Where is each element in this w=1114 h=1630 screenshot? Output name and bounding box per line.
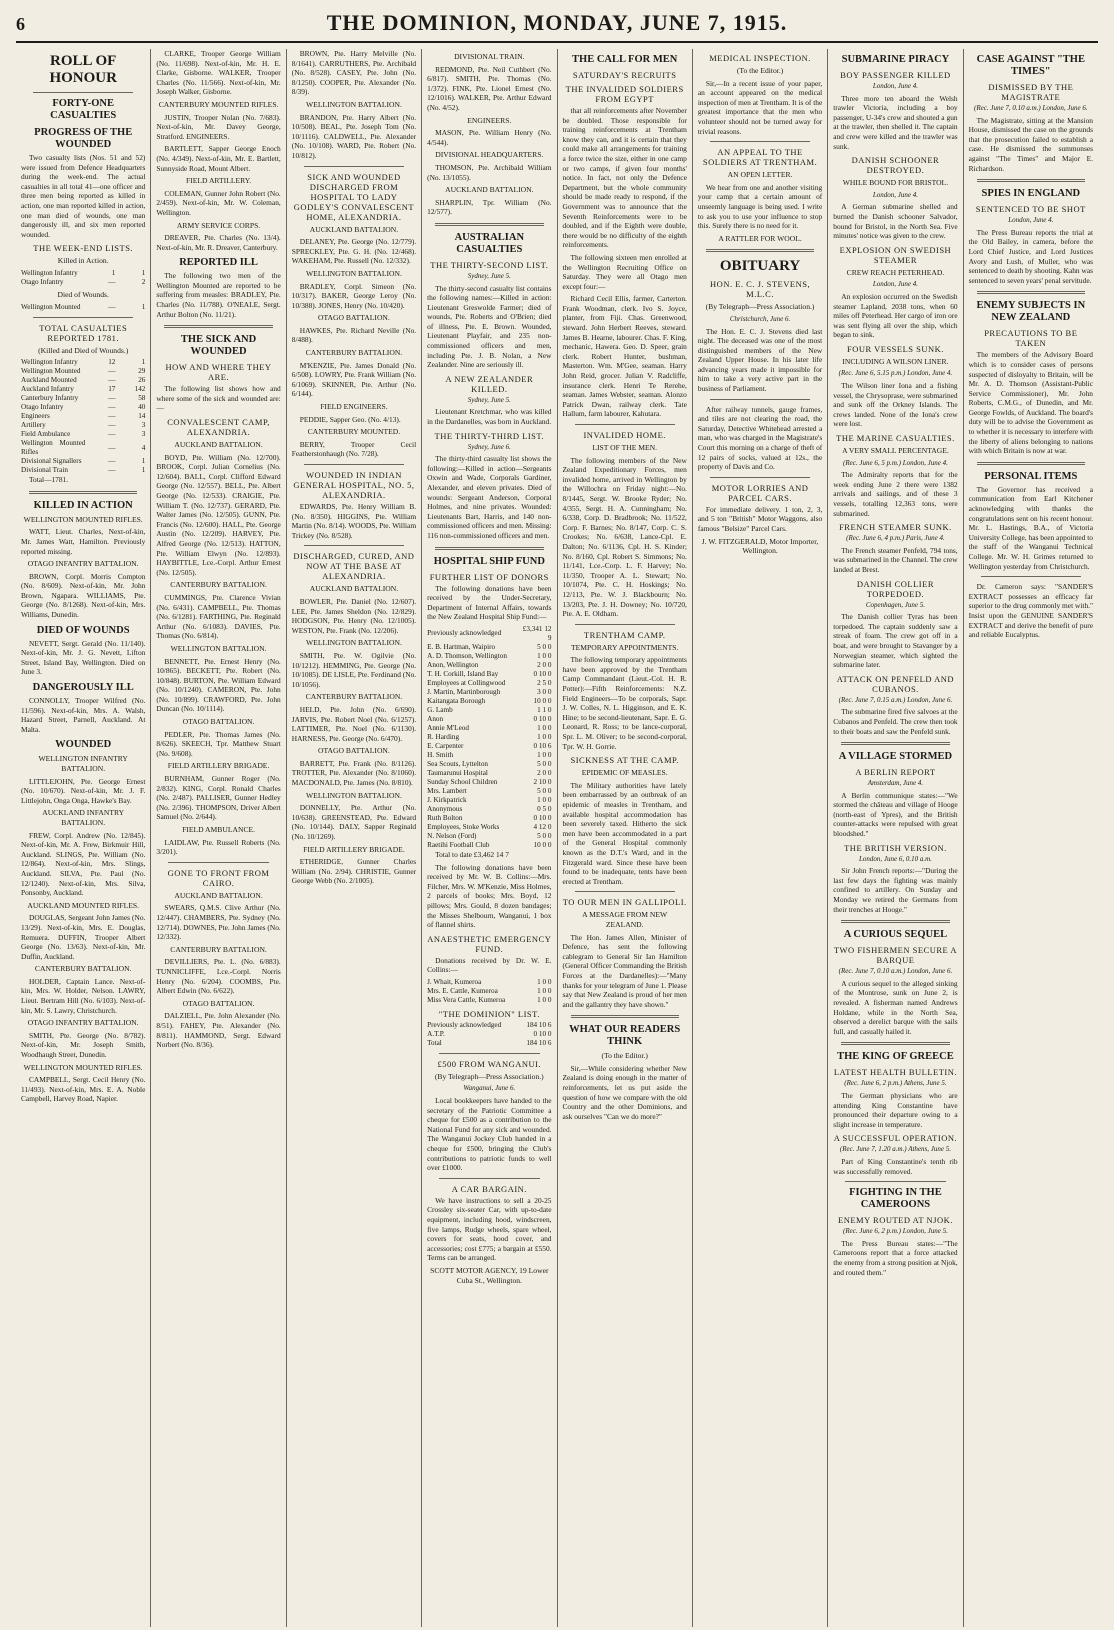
total-line: Total—1781. bbox=[29, 475, 69, 485]
cb3-text: HELD, Pte. John (No. 6/690). JARVIS, Pte. Robert Noel (No. 6/1257). LATTIMER, Pte. Noel (No. 6/1130). HARNESS, Pte. George (No. 6/470). bbox=[291, 704, 417, 743]
inv-home-head: INVALIDED HOME. bbox=[583, 430, 666, 440]
times-sub: DISMISSED BY THE MAGISTRATE bbox=[988, 82, 1074, 102]
wanganui-head: £500 FROM WANGANUI. bbox=[437, 1058, 542, 1069]
wang-sub: (By Telegraph—Press Association.) bbox=[434, 1071, 544, 1081]
amr-head: AUCKLAND MOUNTED RIFLES. bbox=[27, 900, 139, 910]
four-sub: INCLUDING A WILSON LINER. bbox=[842, 356, 949, 366]
column-8 bbox=[964, 49, 1098, 1627]
call-text1: that all reinforcements after November be doubled. Those responsible for training reinforcements at Trentham know they can, and it is certain that they could make all arrangements for training a force twice the size, either in one camp or two camps, if given four months' notice. In fact, not only the Defence Department, but the whole community should be made ready to respond, if the Government was to announce that the Seventh Reinforcements were to be doubled, and if the Eighth were double, there would be no difficulty of the eighth reinforcements. bbox=[562, 106, 687, 250]
sub-date: London, June 4. bbox=[872, 82, 918, 90]
died-of-wounds-head: DIED OF WOUNDS bbox=[36, 624, 130, 636]
field-artillery-head: FIELD ARTILLERY. bbox=[185, 176, 252, 186]
operation-head: A SUCCESSFUL OPERATION. bbox=[833, 1133, 958, 1144]
table-row: J. Kirkpatrick 1 0 0 bbox=[427, 795, 552, 804]
cairo-head: GONE TO FRONT FROM CAIRO. bbox=[167, 867, 270, 888]
cam-date: (Rec. June 6, 2 p.m.) London, June 5. bbox=[843, 1227, 948, 1236]
cb3-head: CANTERBURY BATTALION. bbox=[305, 692, 403, 702]
open-letter-head: AN OPEN LETTER. bbox=[727, 170, 793, 180]
obit-wire: (By Telegraph—Press Association.) bbox=[705, 302, 815, 312]
french-steamer-head: FRENCH STEAMER SUNK. bbox=[839, 522, 952, 533]
exp-text: An explosion occurred on the Swedish steamer Lapland, 2038 tons, when 60 miles off Peterhead. Her cargo of iron ore was sent flying all over the ship, which began to sink. bbox=[833, 291, 958, 340]
ab-head: AUCKLAND BATTALION. bbox=[309, 224, 399, 234]
column-3 bbox=[287, 49, 422, 1627]
spies-sub: SENTENCED TO BE SHOT bbox=[975, 204, 1086, 215]
di-text: CONNOLLY, Trooper Wilfred (No. 11/596). Next-of-kin, Mrs. A. Walsh, Hazard Street, Parnell, Auckland. At Malta. bbox=[21, 696, 146, 734]
call-sub: SATURDAY'S RECRUITS bbox=[572, 70, 677, 80]
curious-sequel-head: A CURIOUS SEQUEL bbox=[843, 929, 948, 941]
motor-sign: J. W. FITZGERALD, Motor Importer, Wellington. bbox=[701, 536, 819, 556]
killed-in-action-head: KILLED IN ACTION bbox=[33, 499, 133, 511]
dominion-list-head: "THE DOMINION" LIST. bbox=[438, 1008, 540, 1019]
exp-sub: CREW REACH PETERHEAD. bbox=[846, 267, 945, 277]
cmt-text: BERRY, Trooper Cecil Featherstonhaugh (No. 7/28). bbox=[291, 439, 417, 459]
cur-date: (Rec. June 7, 0.10 a.m.) London, June 6. bbox=[838, 967, 953, 976]
nz-killed-head: A NEW ZEALANDER KILLED. bbox=[445, 373, 534, 394]
killed-table bbox=[21, 269, 145, 287]
call-for-men-head: THE CALL FOR MEN bbox=[572, 54, 678, 65]
col3-top-text: BROWN, Pte. Harry Melville (No. 8/1641). CARRUTHERS, Pte. Archibald (No. 8/528). CASEY, Pte. John (No. 8/1250). COOPER, Pte. Alexander (No. 8/39). bbox=[291, 49, 417, 97]
cam-sub: ENEMY ROUTED AT NJOK. bbox=[838, 1215, 953, 1226]
wmr2-text: CAMPBELL, Sergt. Cecil Henry (No. 11/493). Next-of-kin, Mrs. E. A. Noble Campbell, Harvey Road, Napier. bbox=[21, 1075, 146, 1104]
amb-text: SHARPLIN, Tpr. William (No. 12/577). bbox=[427, 197, 552, 217]
page-number: 6 bbox=[16, 14, 25, 34]
kia-unit: WELLINGTON MOUNTED RIFLES. bbox=[23, 514, 143, 524]
table-row: Field Ambulance — 3 bbox=[21, 430, 146, 439]
enemy-subjects-head: ENEMY SUBJECTS IN NEW ZEALAND bbox=[976, 300, 1086, 324]
king-sub: LATEST HEALTH BULLETIN. bbox=[833, 1067, 958, 1078]
aus-date: Sydney, June 5. bbox=[467, 271, 511, 280]
totals-table bbox=[21, 358, 145, 475]
convalescent-head: CONVALESCENT CAMP, ALEXANDRIA. bbox=[167, 417, 270, 438]
medical-sub: (To the Editor.) bbox=[736, 66, 784, 75]
succ-date: (Rec. June 7, 1.20 a.m.) Athens, June 5. bbox=[839, 1145, 951, 1154]
otb-text: DALZIELL, Pte. John Alexander (No. 8/51). FAHEY, Pte. Alexander (No. 8/811). HAMMOND, Sergt. Edward Norbert (No. 8/36). bbox=[156, 1011, 281, 1050]
australian-casualties-head: AUSTRALIAN CASUALTIES bbox=[454, 231, 525, 255]
table-row: Otago Infantry — 40 bbox=[21, 403, 146, 412]
table-row: E. B. Hartman, Waipiro 5 0 0 bbox=[427, 642, 552, 651]
call-text2: The following sixteen men enrolled at the Wellington Recruiting Office on Saturday. They were all Otago men except four:— bbox=[562, 252, 687, 291]
marine-casualties-head: THE MARINE CASUALTIES. bbox=[836, 433, 955, 444]
totals-sub: (Killed and Died of Wounds.) bbox=[38, 345, 129, 355]
table-row: Ruth Bolton 0 10 0 bbox=[427, 813, 552, 822]
dhq-text: THOMSON, Pte. Archibald William (No. 13/1055). bbox=[427, 162, 552, 182]
dan-sub: WHILE BOUND FOR BRISTOL. bbox=[842, 178, 949, 188]
roll-of-honour-title: ROLL OF HONOUR bbox=[49, 53, 117, 86]
table-row: Divisional Train — 1 bbox=[21, 466, 146, 475]
table-row: Otago Infantry — 2 bbox=[21, 277, 146, 286]
hospital-ship-fund-head: HOSPITAL SHIP FUND bbox=[433, 555, 545, 567]
eng-text: BARTLETT, Sapper George Enoch (No. 4/349). Next-of-kin, Mr. E. Bartlett, Sunnyside Road, Mount Albert. bbox=[156, 144, 281, 173]
cb2-text: DEVILLIERS, Pte. L. (No. 6/883). TUNNICLIFFE, Lce.-Corpl. Norris Henry (No. 6/204). COOMBS, Pte. Albert Edwin (No. 6/622). bbox=[156, 957, 281, 996]
wb4-head: WELLINGTON BATTALION. bbox=[306, 790, 402, 800]
att-text: The submarine fired five salvoes at the Cubanos and Penfeld. The crew then took to their boats and saw the Penfeld sunk. bbox=[833, 707, 958, 736]
kia-text: WATT, Lieut. Charles, Next-of-kin, Mr. James Watt, Hamilton. Previously reported missing. bbox=[21, 527, 146, 556]
fab3-head: FIELD ARTILLERY BRIGADE. bbox=[303, 844, 405, 854]
t3-date: Sydney, June 6. bbox=[467, 442, 511, 451]
column-4 bbox=[422, 49, 557, 1627]
table-row: T. H. Corkill, Island Bay 0 10 0 bbox=[427, 669, 552, 678]
table-row: Auckland Mounted — 26 bbox=[21, 376, 146, 385]
four-text: The Wilson liner Iona and a fishing vessel, the Chrysoprase, were submarined and sunk off the Orkney Islands. The crews landed. None of the Iona's crew were lost. bbox=[833, 381, 958, 429]
times-date: (Rec. June 7, 0.10 a.m.) London, June 6. bbox=[974, 104, 1088, 112]
table-row: Taumarunui Hospital 2 0 0 bbox=[427, 768, 552, 777]
table-row: Artillery — 3 bbox=[21, 421, 146, 430]
personal-items-head: PERSONAL ITEMS bbox=[984, 470, 1078, 482]
column-2 bbox=[151, 49, 286, 1627]
dan-date: London, June 4. bbox=[872, 190, 918, 199]
sick-wounded-sub: HOW AND WHERE THEY ARE. bbox=[165, 362, 272, 383]
dt-text: REDMOND, Pte. Neil Cuthbert (No. 6/817). SMITH, Pte. Thomas (No. 1/372). FINK, Pte. Lionel Ernest (No. 12/1016). WALKER, Pte. Arthur Edward (No. 4/52). bbox=[427, 64, 552, 112]
wb-head: WELLINGTON BATTALION. bbox=[306, 99, 402, 109]
ob2-head: OTAGO BATTALION. bbox=[318, 746, 390, 756]
fab-head: FIELD ARTILLERY BRIGADE. bbox=[167, 761, 270, 771]
otago-text: BROWN, Corpl. Morris Compton (No. 8/609). Next-of-kin, Mr. John Brown, Ngapara. WILLIAMS, Pte. George (No. 8/1268). Next-of-kin, Mrs. Williams, Dunedin. bbox=[21, 571, 146, 620]
table-row: Employees, Stoke Works 4 12 0 bbox=[427, 822, 552, 831]
table-row: J. Martin, Martinborough 3 0 0 bbox=[427, 687, 552, 696]
sub-sub: BOY PASSENGER KILLED bbox=[840, 70, 951, 80]
wb3-head: WELLINGTON BATTALION. bbox=[306, 638, 402, 648]
spies-date: London, June 4. bbox=[1008, 216, 1054, 225]
ab2-text: SWEARS, Q.M.S. Clive Arthur (No. 12/447). CHAMBERS, Pte. Sydney (No. 12/714). DOWNES, Pte. John James (No. 12/332). bbox=[156, 903, 281, 942]
inv-text: The following members of the New Zealand Expeditionary Forces, men invalided home, arrived in Wellington by the Willochra on Friday night:—No. 8/1445, Sergt. W. Brooke Ryder; No. 4/355, Sergt. H. A. Cunningham; No. 6/338, Corp. D. Bradbrook; No. 11/522, Corp. F. Barnes; No. 8/147, Corp. C. S. Crookes; No. 6/638, Lance-Cpl. E. Dalton; No. 6/1136, Cpl. H. S. Kinder; No. 8/160, Cpl. Robert S. Simmons; No. 11/141, Lce.-Corp. L. F. Harvey; No. 11/350, Trooper A. L. Stewart; No. 10/1074, Pte. C. H. Hoskings; No. 12/113, Pte. W. J. Blackbourn; No. 13/203, Pte. J. H. Downey; No. 10/720, Pte. A. E. Oldham. bbox=[562, 455, 687, 619]
cmt-head: CANTERBURY MOUNTED. bbox=[307, 427, 401, 437]
col2-top-text: CLARKE, Trooper George William (No. 11/698). Next-of-kin, Mr. H. E. Clarke, Gisborne. WALKER, Trooper Charles (No. 11/566). Next-of-kin, Mr. Joseph Walker, Gisborne. bbox=[156, 49, 281, 97]
table-row: Raetihi Football Club 10 0 0 bbox=[427, 840, 552, 849]
aef-table bbox=[427, 978, 551, 1005]
tunnel-text: After railway tunnels, gauge frames, and tiles are not clearing the road, the Saturday, Detective Whitehead arrested a man, who was charged in the Magistrate's Court this morning on a charge of theft of 12 pairs of socks, valued at 12s., the property of Davis and Co. bbox=[697, 404, 823, 472]
vill-sub: A BERLIN REPORT bbox=[855, 767, 936, 778]
att-date: (Rec. June 7, 0.15 a.m.) London, June 6. bbox=[838, 695, 953, 704]
wb4-text: DONNELLY, Pte. Arthur (No. 10/638). GREENSTEAD, Pte. Edward (No. 10/144). DALY, Sapper Reginald (No. 10/1269). bbox=[291, 803, 417, 842]
attack-head: ATTACK ON PENFELD AND CUBANOS. bbox=[836, 673, 955, 694]
village-stormed-head: A VILLAGE STORMED bbox=[838, 751, 953, 763]
open-letter-text: We hear from one and another visiting your camp that a certain amount of unseemly language is being used. I write to ask you to use your influence to stop this. Surely there is no need for it. bbox=[697, 182, 823, 231]
table-row: A.T.P. 0 10 0 bbox=[427, 1029, 552, 1038]
car-ad-sign: SCOTT MOTOR AGENCY, 19 Lower Cuba St., Wellington. bbox=[430, 1265, 549, 1285]
fa2-text: LAIDLAW, Pte. Russell Roberts (No. 3/201). bbox=[156, 837, 281, 857]
danish-collier-head: DANISH COLLIER TORPEDOED. bbox=[856, 578, 934, 599]
cam-text: The Press Bureau states:—"The Cameroons report that a force attacked the enemy from a strong position at Njok, and routed them." bbox=[833, 1238, 958, 1277]
cameroons-head: FIGHTING IN THE CAMEROONS bbox=[849, 1187, 942, 1211]
table-row: Annie M'Leod 1 0 0 bbox=[427, 723, 552, 732]
think-sub: (To the Editor.) bbox=[601, 1051, 648, 1061]
table-row: Employees at Collingwood 2 5 0 bbox=[427, 678, 552, 687]
sick-text: The following list shows how and where some of the sick and wounded are:— bbox=[156, 384, 281, 413]
hsf-sub: FURTHER LIST OF DONORS bbox=[429, 571, 549, 582]
dc-text: The Danish collier Tyras has been torpedoed. The captain suddenly saw a streak of foam. The crew got off in a boat, and were brought to Stavanger by a Norwegian steamer, which sighted the submarine later. bbox=[833, 612, 958, 670]
wool-head: A RATTLER FOR WOOL. bbox=[718, 233, 802, 243]
progress-subhead: PROGRESS OF THE WOUNDED bbox=[34, 127, 133, 150]
dan-text: A German submarine shelled and burned the Danish schooner Salvador, bound for Bristol, in the North Sea. Five minutes' notice was given to the crew. bbox=[833, 202, 958, 241]
table-row: Divisional Signallers — 1 bbox=[21, 457, 146, 466]
trentham-head: TRENTHAM CAMP. bbox=[583, 629, 666, 640]
obit-text: The Hon. E. C. J. Stevens died last night. The deceased was one of the most distinguished members of the New Zealand Upper House. In his later life advancing years made it impossible for him to take a very active part in the business of Parliament. bbox=[697, 326, 823, 394]
table-row: N. Nelson (Ford) 5 0 0 bbox=[427, 831, 552, 840]
sickness-head: SICKNESS AT THE CAMP. bbox=[570, 755, 679, 766]
sick-wounded-head: THE SICK AND WOUNDED bbox=[180, 334, 257, 358]
discharged-cured-head: DISCHARGED, CURED, AND NOW AT THE BASE AT ALEXANDRIA. bbox=[293, 551, 415, 582]
wang-date: Wanganui, June 6. bbox=[463, 1084, 516, 1093]
indian-hospital-head: WOUNDED IN INDIAN GENERAL HOSPITAL, NO. 5, ALEXANDRIA. bbox=[293, 470, 415, 500]
otago2-text: SMITH, Pte. George (No. 8/782). Next-of-kin, Mr. Joseph Smith, Woodhaugh Street, Dunedin. bbox=[21, 1030, 146, 1060]
welb-head: WELLINGTON BATTALION. bbox=[170, 643, 267, 653]
ab-text: DELANEY, Pte. George (No. 12/779). SPRECKLEY, Pte. G. H. (No. 12/468). WAKEHAM, Pte. Russell (No. 12/332). bbox=[291, 237, 417, 266]
hsf-text: The following donations have been received by the Under-Secretary, Department of Internal Affairs, towards the New Zealand Hospital Ship Fund:— bbox=[427, 583, 552, 622]
fa-text: COLEMAN, Gunner John Robert (No. 2/459). Next-of-kin, Mr. W. Coleman, Wellington. bbox=[156, 188, 281, 217]
dominion-table bbox=[427, 1021, 551, 1048]
ab3-head: AUCKLAND BATTALION. bbox=[309, 584, 399, 594]
discharged-home-head: SICK AND WOUNDED DISCHARGED FROM HOSPITAL TO LADY GODLEY'S CONVALESCENT HOME, ALEXANDRIA. bbox=[293, 171, 415, 222]
dangerously-ill-head: DANGEROUSLY ILL bbox=[32, 682, 134, 694]
table-row: Previously acknowledged 184 10 6 bbox=[427, 1020, 552, 1029]
medical-text: Sir,—In a recent issue of your paper, an account appeared on the medical inspection of men at Trentham. It is of the greatest importance that the men who volunteer should not be turned away for trivial reasons. bbox=[697, 78, 823, 136]
canterbury-text: HOLDER, Captain Lance. Next-of-kin, Mrs. W. Holder, Nelson. LAWRY, Lieut. Bertram Hill (No. 6/103). Next-of-kin, Mr. S. Lawry, Christchurch. bbox=[21, 976, 146, 1015]
weekend-lists-head: THE WEEK-END LISTS. bbox=[33, 243, 134, 254]
table-row: Wellington Mounted Rifles — 4 bbox=[21, 439, 146, 457]
wmr2-head: WELLINGTON MOUNTED RIFLES. bbox=[23, 1062, 143, 1072]
killed-head: Killed in Action. bbox=[57, 256, 109, 266]
fab-text: BURNHAM, Gunner Roger (No. 2/832). KING, Corpl. Ronald Charles (No. 2/487). PALLISER, Gunner Hedley (No. 2/396). THOMPSON, Driver Albert Samuel (No. 2/644). bbox=[156, 774, 281, 822]
table-row: A. D. Thomson, Wellington 1 0 0 bbox=[427, 651, 552, 660]
mar-date: (Rec. June 6, 5 p.m.) London, June 4. bbox=[843, 458, 948, 467]
wang-text: Local bookkeepers have handed to the secretary of the Patriotic Committee a cheque for £500 as a contribution to the National Fund for any sick and wounded. The Wanganui Jockey Club handed in a cheque for £500, bringing the Club's contributions to patriotic funds to well over £1000. bbox=[427, 1096, 552, 1173]
cb-text: M'KENZIE, Pte. James Donald (No. 6/508). LOWRY, Pte. Frank William (No. 6/1069). SKINNER, Pte. Arthur (No. 6/144). bbox=[291, 360, 417, 399]
table-row: G. Lamb 1 1 0 bbox=[427, 705, 552, 714]
table-row: E. Carpenter 0 10 6 bbox=[427, 741, 552, 750]
table-row: Wellington Infantry 12 1 bbox=[21, 358, 146, 367]
masthead bbox=[16, 10, 1098, 43]
sub-text: Three more ten aboard the Welsh trawler Victoria, including a boy passenger, U-34's crew and shouted a gun at the trawler, then shelled it. The captain and crew were killed and the trawler was sunk. bbox=[833, 93, 958, 151]
table-row: Total 184 10 6 bbox=[427, 1038, 552, 1047]
brit-date: London, June 6, 0.10 a.m. bbox=[858, 854, 932, 863]
obit-date: Christchurch, June 6. bbox=[729, 314, 791, 323]
table-row: Mrs. Lambert 5 0 0 bbox=[427, 786, 552, 795]
table-row: Engineers — 14 bbox=[21, 412, 146, 421]
sickness-text: The Military authorities have lately been embarrassed by an outbreak of an epidemic of measles in Trentham, and available hospital accommodation has been severely taxed. Hitherto the sick men have been accommodated in a part of the General Hospital commonly known as the D.T.'s Ward, and in the Fitzgerald ward. Since these have been found to be inadequate, tents have been erected at Trentham. bbox=[562, 780, 687, 886]
ob-text: HAWKES, Pte. Richard Neville (No. 8/488). bbox=[291, 325, 417, 345]
aus-text: The thirty-second casualty list contains the following names:—Killed in action: Lieutenant Greswolde Farmer; died of wounds, Pte. Roberts and O'Brien; died of illness, Pte. E. Brown. Wounded, Lieutenant Playfair, and 235 non-commissioned officers and men, including Pte. J. B. Nolan, a New Zealander. Nine are seriously ill. bbox=[427, 283, 552, 370]
ri-text: The following two men of the Wellington Mounted are reported to be suffering from measles: BRADLEY, Pte. Charles (No. 11/788). O'NEALE, Sergt. Arthur Bolton (No. 11/21). bbox=[156, 271, 281, 319]
dc-date: Copenhagen, June 5. bbox=[865, 600, 925, 609]
table-row: Miss Vera Cattle, Kumeroa 1 0 0 bbox=[427, 995, 552, 1004]
obituary-head: OBITUARY bbox=[719, 258, 801, 275]
gallipoli-head: TO OUR MEN IN GALLIPOLI. bbox=[562, 897, 687, 908]
auckland-head: AUCKLAND INFANTRY BATTALION. bbox=[42, 808, 125, 827]
think-text: Sir,—While considering whether New Zealand is doing enough in the matter of reinforcements, let us put aside the question of how we compare with the old Country and the other Dominions, and ask ourselves "Can we do more?" bbox=[562, 1063, 687, 1121]
gallipoli-text: The Hon. James Allen, Minister of Defence, has sent the following cablegram to General Sir Ian Hamilton (General Officer Commanding the British Forces at the Dardanelles):—"Many thanks for your telegram of June 1. Please say that New Zealand is proud of her men and the gallantry they have shown." bbox=[562, 932, 687, 1009]
appeal-head: AN APPEAL TO THE SOLDIERS AT TRENTHAM. bbox=[702, 147, 818, 168]
king-greece-head: THE KING OF GREECE bbox=[837, 1051, 954, 1063]
table-row: Mrs. E. Cattle, Kumeroa 1 0 0 bbox=[427, 986, 552, 995]
king-text: The German physicians who are attending King Constantine have pronounced their departure owing to a slight increase in temperature. bbox=[833, 1090, 958, 1129]
brit-text: Sir John French reports:—"During the last few days the fighting was mainly confined to artillery. On Sunday and Monday we retired the Germans from their trenches at Hooge." bbox=[833, 866, 958, 914]
newspaper-title: THE DOMINION, MONDAY, JUNE 7, 1915. bbox=[326, 10, 788, 35]
sickness-sub: EPIDEMIC OF MEASLES. bbox=[581, 768, 668, 778]
cb2-head: CANTERBURY BATTALION. bbox=[170, 944, 267, 954]
totals-head: TOTAL CASUALTIES REPORTED 1781. bbox=[39, 322, 128, 343]
king-date: (Rec. June 6, 2 p.m.) Athens, June 5. bbox=[844, 1079, 947, 1088]
cmr-text: JUSTIN, Trooper Nolan (No. 7/683). Next-of-kin, Mr. Davey George, Stratford. ENGINEERS. bbox=[156, 112, 281, 141]
wb-text: BRANDON, Pte. Harry Albert (No. 10/508). BEAL, Pte. Joseph Tom (No. 10/1116). CALDWELL, Pte. Alexander (No. 10/108). WARD, Pte. Robert (No. 10/812). bbox=[291, 112, 417, 160]
danish-schooner-head: DANISH SCHOONER DESTROYED. bbox=[851, 155, 940, 176]
canterbury-head: CANTERBURY BATTALION. bbox=[34, 964, 132, 974]
hsf-table bbox=[427, 625, 551, 850]
aus-sub: THE THIRTY-SECOND LIST. bbox=[430, 259, 549, 270]
table-row: Anon, Wellington 2 0 0 bbox=[427, 660, 552, 669]
dow-text: NEVETT, Sergt. Gerald (No. 11/140). Next-of-kin, Mr. J. G. Nevett, Lifton Street, Island Bay, Wellington. Died on June 3. bbox=[21, 638, 146, 677]
medical-head: MEDICAL INSPECTION. bbox=[709, 53, 811, 63]
ih-text: EDWARDS, Pte. Henry William B. (No. 8/350). HIGGINS, Pte. William Martin (No. 8/14). WOODS, Pte. William Trickey (No. 8/528). bbox=[291, 502, 417, 540]
nz-text: Lieutenant Kretchmar, who was killed in the Dardanelles, was born in Auckland. bbox=[427, 407, 552, 427]
mar-sub: A VERY SMALL PERCENTAGE. bbox=[842, 446, 949, 456]
cb-head: CANTERBURY BATTALION. bbox=[305, 348, 403, 358]
ob-head: OTAGO BATTALION. bbox=[318, 313, 390, 323]
amr-text: DOUGLAS, Sergeant John James (No. 13/29). Next-of-kin, Mrs. E. Douglas, Remuera. DUFFIN, Trooper Albert George (No. 13/63). Next-of-kin, Mr. Duffin, Auckland. bbox=[21, 913, 146, 961]
roll-intro: Two casualty lists (Nos. 51 and 52) were issued from Defence Headquarters during the week-end. The actual casualties in all total 41—one officer and three men being reported as killed in action, one man reported killed in action, one man died of wounds, one man dangerously ill, and six men reported wounded. bbox=[21, 153, 146, 239]
fa2-head: FIELD AMBULANCE. bbox=[182, 825, 256, 834]
casualties-subhead: FORTY-ONE CASUALTIES bbox=[50, 98, 117, 121]
table-row: Canterbury Infantry — 58 bbox=[21, 394, 146, 403]
personal-text: The Governor has received a communication from Earl Kitchener acknowledging with thanks the congratulations sent on his recent honour. Mr. L. Hastings, B.A., of Victoria University College, has been appointed to the staff of the Wanganui Technical College. Mr. W. H. Grimes returned to Wellington yesterday from Christchurch. bbox=[968, 484, 1093, 571]
vill-text: A Berlin communique states:—"We stormed the château and village of Hooge (north-east of Ypres), and the British counter-attacks were repulsed with great bloodshed." bbox=[833, 790, 958, 839]
enemy-sub: PRECAUTIONS TO BE TAKEN bbox=[984, 328, 1078, 349]
mar-text: The Admiralty reports that for the week ending June 2 there were 1382 arrivals and sailings, and of these 3 vessels, totalling 12,363 tons, were submarined. bbox=[833, 470, 958, 518]
times-case-head: CASE AGAINST "THE TIMES" bbox=[976, 54, 1085, 77]
table-row: Anon 0 10 0 bbox=[427, 714, 552, 723]
ab3-text: BOWLER, Pte. Daniel (No. 12/607). LEE, Pte. James Sheldon (No. 12/829). HODGSON, Pte. Henry (No. 12/1005). WESTON, Pte. Frank (No. 12/206). bbox=[291, 596, 417, 635]
table-row: Kaitangata Borough 10 0 0 bbox=[427, 696, 552, 705]
sanders-ad-text: Dr. Cameron says: "SANDER'S EXTRACT possesses an efficacy far superior to the drug commonly met with." Insist upon the GENUINE SANDER'S EXTRACT and derive the benefit of pure and reliable Eucalyptus. bbox=[968, 582, 1093, 640]
recruits-list: Richard Cecil Ellis, farmer, Carterton. Frank Woodman, clerk. Ivo S. Joyce, planter, from Fiji. Chas. Greenwood, steward. John Herbert Reeves, steward. James B. Hearne, labourer. Chas. F. King, mechanic, Hawera. Geo. D. Speer, grain clerk. Robert Hunter, bushman, Masterton. Wm. M'Gee, seaman. Harry John Reid, grocer. Julian V. Radcliffe, insurance clerk. Henri Te Rerehe, seaman. James Webster, seaman. Alonzo Patrick Dwan, railway clerk. Tate Hallum, farm labourer, Kahutara. bbox=[562, 294, 687, 419]
otago3-head: OTAGO BATTALION. bbox=[182, 717, 255, 727]
table-row: R. Harding 1 0 0 bbox=[427, 732, 552, 741]
table-row: Sunday School Children 2 10 0 bbox=[427, 777, 552, 786]
t3-text: The thirty-third casualty list shows the following:—Killed in action—Sergeants Oxwin and Wade, Corporals Gardiner, Alexander, and eleven privates. Died of wounds: Sergeant Anderson, Corporal Holmes, and nine privates. Wounded: Lieutenants Bart, Harris, and 140 non-commissioned officers and men. Missing: 116 non-commissioned officers and men. bbox=[427, 454, 552, 540]
table-row: J. Whait, Kumeroa 1 0 0 bbox=[427, 977, 552, 986]
amb-head: AUCKLAND BATTALION. bbox=[445, 185, 534, 195]
ab2-head: AUCKLAND BATTALION. bbox=[174, 890, 263, 900]
column-5 bbox=[558, 49, 693, 1627]
wb2-text: BRADLEY, Corpl. Simeon (No. 10/317). BAKER, George Leroy (No. 10/388). JONES, Henry (No. 10/420). bbox=[291, 281, 417, 310]
table-row: Previously acknowledged £3,341 12 9 bbox=[427, 624, 552, 642]
aef-text: Donations received by Dr. W. E. Collins:— bbox=[427, 955, 552, 975]
gallipoli-sub: A MESSAGE FROM NEW ZEALAND. bbox=[582, 910, 668, 929]
dt-head: DIVISIONAL TRAIN. bbox=[454, 52, 525, 61]
inv-sub: LIST OF THE MEN. bbox=[592, 443, 658, 452]
car-ad-text: We have instructions to sell a 20-25 Crossley six-seater Car, with up-to-date equipment, including hood, windscreen, five lamps, Rudge wheels, spare wheel, covers for seats, hood cover, and accessories; cost £775; a bargain at £550. Terms can be arranged. bbox=[427, 1195, 552, 1263]
columns bbox=[16, 49, 1098, 1627]
hsf-note: The following donations have been received by Mr. W. B. Collins:—Mrs. Filcher, Mrs. W. M'Kenzie, Miss Holmes, 2 parcels of books; Mrs. Boyd, 12 pillows; Mrs. Gould, 8 dozen bandages; the Misses Shelbourn, Wanganui, 1 box of flannel shirts. bbox=[427, 862, 552, 930]
table-row: Wellington Mounted — 29 bbox=[21, 367, 146, 376]
auckland-text: FREW, Corpl. Andrew (No. 12/845). Next-of-kin, Mr. A. Frew, Birkmuir Hill, Auckland. SLINGS, Pte. William (No. 12/864). Next-of-kin, Mrs. Slings, Auckland. SILVA, Pte. Paul (No. 12/1240). Next-of-kin, Mrs. Silva, Ponsonby, Auckland. bbox=[21, 830, 146, 898]
aib-head: AUCKLAND BATTALION. bbox=[174, 440, 263, 450]
wb2-head: WELLINGTON BATTALION. bbox=[306, 268, 402, 278]
cant2-text: CUMMINGS, Pte. Clarence Vivian (No. 6/431). CAMPBELL, Pte. Thomas (No. 6/1281). FARTHING, Pte. Reginald Arthur (No. 6/1083). DAVIES, Pte. Thomas (No. 6/814). bbox=[156, 592, 281, 641]
ob2-text: BARRETT, Pte. Frank (No. 8/1126). TROTTER, Pte. Alexander (No. 8/1060). MACDONALD, Pte. James (No. 8/810). bbox=[291, 758, 417, 788]
spies-head: SPIES IN ENGLAND bbox=[981, 188, 1081, 200]
cur-sub: TWO FISHERMEN SECURE A BARQUE bbox=[833, 945, 958, 966]
motor-head: MOTOR LORRIES AND PARCEL CARS. bbox=[711, 482, 809, 503]
fr-date: (Rec. June 6, 4 p.m.) Paris, June 4. bbox=[846, 534, 945, 543]
otb-head: OTAGO BATTALION. bbox=[182, 998, 255, 1008]
asc-head: ARMY SERVICE CORPS. bbox=[176, 220, 261, 230]
readers-think-head: WHAT OUR READERS THINK bbox=[569, 1024, 681, 1048]
thirty-third-head: THE THIRTY-THIRD LIST. bbox=[434, 430, 545, 441]
cant2-head: CANTERBURY BATTALION. bbox=[170, 580, 267, 590]
fab3-text: ETHERIDGE, Gunner Charles William (No. 2/94). CHRISTIE, Gunner George Webb (No. 2/1005). bbox=[291, 857, 417, 886]
column-1 bbox=[16, 49, 151, 1627]
tc-sub: TEMPORARY APPOINTMENTS. bbox=[571, 642, 679, 652]
invalided-head: THE INVALIDED SOLDIERS FROM EGYPT bbox=[565, 84, 684, 104]
motor-text: For immediate delivery. 1 ton, 2, 3, and 5 ton "British" Motor Waggons, also famous "Belsize" Parcel Cars. bbox=[697, 504, 823, 533]
obituary-sub: HON. E. C. J. STEVENS, M.L.C. bbox=[710, 279, 811, 300]
aef-head: ANAESTHETIC EMERGENCY FUND. bbox=[427, 933, 552, 954]
cmr-head: CANTERBURY MOUNTED RIFLES. bbox=[158, 99, 279, 109]
wounded-text: LITTLEJOHN, Pte. George Ernest (No. 10/670). Next-of-kin, Mr. J. F. Littlejohn, Onga Onga, Hawke's Bay. bbox=[21, 776, 146, 805]
fr-text: The French steamer Penfeld, 794 tons, was submarined in the Channel. The crew landed at Brest. bbox=[833, 545, 958, 574]
wounded-head: WOUNDED bbox=[55, 739, 112, 751]
hsf-total: Total to date £3,462 14 7 bbox=[435, 849, 509, 859]
four-vessels-head: FOUR VESSELS SUNK. bbox=[846, 343, 944, 354]
fe-head: FIELD ENGINEERS. bbox=[320, 402, 388, 412]
spies-text: The Press Bureau reports the trial at the Old Bailey, in camera, before the Lord Chief Justice, and Lord Justices Avory and Lush, of Muller, who was sentenced to death by shooting. Kahn was sentenced to seven years' penal servitude. bbox=[968, 227, 1093, 285]
wounded-unit: WELLINGTON INFANTRY BATTALION. bbox=[38, 754, 128, 773]
column-7 bbox=[828, 49, 963, 1627]
otago3-text: PEDLER, Pte. Thomas James (No. 8/626). SKEECH, Tpr. Matthew Stuart (No. 9/608). bbox=[156, 729, 281, 758]
otago-head: OTAGO INFANTRY BATTALION. bbox=[27, 559, 139, 569]
otago2-head: OTAGO INFANTRY BATTALION. bbox=[27, 1018, 139, 1028]
british-version-head: THE BRITISH VERSION. bbox=[844, 842, 947, 853]
cur-text: A curious sequel to the alleged sinking of the Montrose, sunk on June 2, is revealed. A fisherman named Andrews Holdane, while in the North Sea, observed a derelict barque with the sails full, and casually hailed it. bbox=[833, 978, 958, 1036]
times-text: The Magistrate, sitting at the Mansion House, dismissed the case on the grounds that the prosecution failed to establish a case. He dismissed the summonses against "The Times" and Major E. Richardson. bbox=[968, 115, 1093, 173]
eng4-text: MASON, Pte. William Henry (No. 4/544). bbox=[427, 128, 552, 147]
died-head: Died of Wounds. bbox=[57, 289, 109, 299]
tc-text: The following temporary appointments have been approved by the Trentham Camp Commandant (Lieut.-Col. H. R. Potter):—Fifth Reinforcements: N.Z. Field Engineers—To be corporals, Sapr. J. W. Colles, N. L. Higginson, and E. K. Hine; to be second-lieutenant, Sapr. E. G. Leonard, R. Ross; to be lance-corporal, Spr. L. M. Oliver; to be second-corporal, Tpr. W. H. Gorrie. bbox=[562, 655, 687, 751]
exp-date: London, June 4. bbox=[872, 280, 918, 289]
explosion-head: EXPLOSION ON SWEDISH STEAMER bbox=[839, 244, 952, 265]
eng-head: ENGINEERS. bbox=[467, 115, 512, 125]
wb3-text: SMITH, Pte. W. Ogilvie (No. 10/1212). HEMMING, Pte. George (No. 10/1085). DE LISLE, Pte. Ferdinand (No. 10/1056). bbox=[291, 650, 417, 689]
four-date: (Rec. June 6, 5.15 p.m.) London, June 4. bbox=[838, 369, 953, 378]
asc-text: DREAVER, Pte. Charles (No. 13/4). Next-of-kin, Mr. R. Dreaver, Canterbury. bbox=[156, 233, 281, 252]
dhq-head: DIVISIONAL HEADQUARTERS. bbox=[435, 150, 544, 160]
table-row: Auckland Infantry 17 142 bbox=[21, 385, 146, 394]
succ-text: Part of King Constantine's tenth rib was successfully removed. bbox=[833, 1156, 958, 1176]
table-row: Wellington Infantry 1 1 bbox=[21, 268, 146, 277]
nz-date: Sydney, June 5. bbox=[467, 395, 511, 404]
reported-ill-head: REPORTED ILL bbox=[179, 257, 258, 269]
table-row: Sea Scouts, Lyttelton 5 0 0 bbox=[427, 759, 552, 768]
car-ad-head: A CAR BARGAIN. bbox=[451, 1183, 527, 1194]
table-row: Anonymous 0 5 0 bbox=[427, 804, 552, 813]
table-row: H. Smith 1 0 0 bbox=[427, 750, 552, 759]
died-table bbox=[21, 303, 145, 312]
aib-text: BOYD, Pte. William (No. 12/700). BROOK, Corpl. Julian Cornelius (No. 12/604). BALL, Corpl. Clifford Edward George (No. 12/557). BELL, Pte. Albert George (No. 12/533). CRAIGIE, Pte. William T. (No. 12/737). GERARD, Pte. Walter James (No. 12/505). GUNN, Pte. Francis (No. 12/600). HALL, Pte. George Austin (No. 12/209). HARVEY, Pte. Alfred George (No. 12/513). HATTON, Pte. William Elwyn (No. 12/893). HAYBITTLE, Lce.-Corpl. Arthur Ernest (No. 12/505). bbox=[156, 452, 281, 577]
column-6 bbox=[693, 49, 828, 1627]
enemy-text: The members of the Advisory Board which is to consider cases of persons suspected of disloyalty to Britain, will be Mr. A. D. Thomson (Assistant-Public Service Commissioner), Mr. John Roberts, C.M.G., of Dunedin, and Mr. George Fowlds, of Auckland. The board's duty will be to advise the Government as to whether it is necessary to interfere with the liberty of aliens belonging to nations with which Britain is now at war. bbox=[968, 350, 1093, 456]
vill-date: Amsterdam, June 4. bbox=[867, 779, 924, 788]
table-row: Wellington Mounted — 1 bbox=[21, 302, 146, 311]
submarine-piracy-head: SUBMARINE PIRACY bbox=[841, 54, 950, 65]
welb-text: BENNETT, Pte. Ernest Henry (No. 10/865). BECKETT, Pte. Robert (No. 10/848). BURTON, Pte. William Edward (No. 10/1240). CAMERON, Pte. John (No. 10/899). CRAWFORD, Pte. John Duncan (No. 10/1114). bbox=[156, 656, 281, 714]
fe-text: PEDDIE, Sapper Geo. (No. 4/13). bbox=[299, 414, 401, 424]
